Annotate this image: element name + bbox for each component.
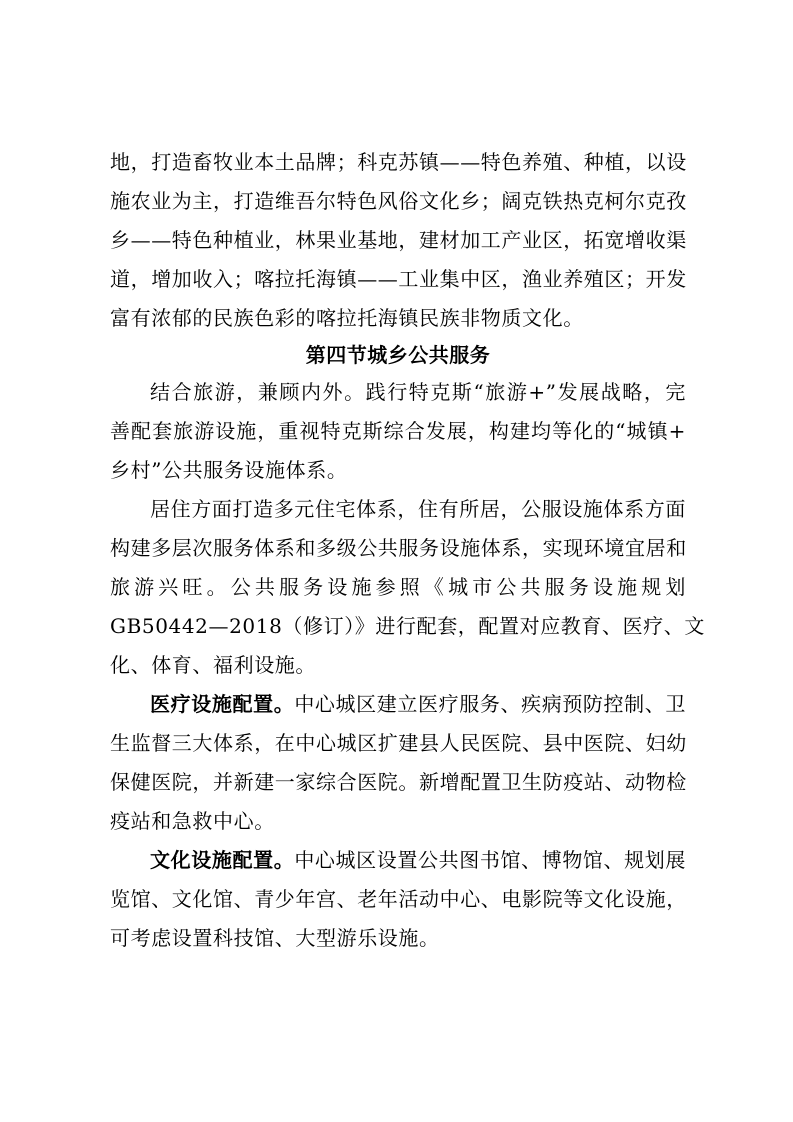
paragraph-lead-heading: 医疗设施配置。 xyxy=(150,692,295,716)
paragraph-line: 道，增加收入；喀拉托海镇——工业集中区，渔业养殖区；开发 xyxy=(110,267,687,291)
paragraph-line: 化、体育、福利设施。 xyxy=(110,653,316,677)
paragraph-line: 生监督三大体系，在中心城区扩建县人民医院、县中医院、妇幼 xyxy=(110,731,687,755)
paragraph-first-line xyxy=(150,848,686,872)
paragraph-line: 地，打造畜牧业本土品牌；科克苏镇——特色养殖、种植，以设 xyxy=(110,150,687,174)
paragraph-line: 结合旅游，兼顾内外。践行特克斯“旅游+”发展战略，完 xyxy=(150,380,686,404)
paragraph-line: 疫站和急救中心。 xyxy=(110,809,275,833)
paragraph-line: GB50442—2018（修订）》进行配套，配置对应教育、医疗、文 xyxy=(110,614,705,638)
paragraph-line: 保健医院，并新建一家综合医院。新增配置卫生防疫站、动物检 xyxy=(110,770,687,794)
paragraph-line: 居住方面打造多元住宅体系，住有所居，公服设施体系方面 xyxy=(150,497,686,521)
section-heading: 第四节城乡公共服务 xyxy=(305,343,491,367)
paragraph-first-line xyxy=(150,692,686,716)
paragraph-text: 中心城区建立医疗服务、疾病预防控制、卫 xyxy=(294,692,686,716)
paragraph-line: 可考虑设置科技馆、大型游乐设施。 xyxy=(110,926,440,950)
paragraph-line: 旅游兴旺。公共服务设施参照《城市公共服务设施规划 xyxy=(110,575,686,599)
paragraph-line: 富有浓郁的民族色彩的喀拉托海镇民族非物质文化。 xyxy=(110,306,584,330)
paragraph-line: 施农业为主，打造维吾尔特色风俗文化乡；阔克铁热克柯尔克孜 xyxy=(110,189,687,213)
paragraph-text: 中心城区设置公共图书馆、博物馆、规划展 xyxy=(294,848,686,872)
paragraph-line: 览馆、文化馆、青少年宫、老年活动中心、电影院等文化设施， xyxy=(110,887,687,911)
paragraph-lead-heading: 文化设施配置。 xyxy=(150,848,295,872)
paragraph-line: 善配套旅游设施，重视特克斯综合发展，构建均等化的“城镇+ xyxy=(110,419,686,443)
paragraph-line: 乡村”公共服务设施体系。 xyxy=(110,458,348,482)
paragraph-line: 乡——特色种植业，林果业基地，建材加工产业区，拓宽增收渠 xyxy=(110,228,687,252)
paragraph-line: 构建多层次服务体系和多级公共服务设施体系，实现环境宜居和 xyxy=(110,536,687,560)
